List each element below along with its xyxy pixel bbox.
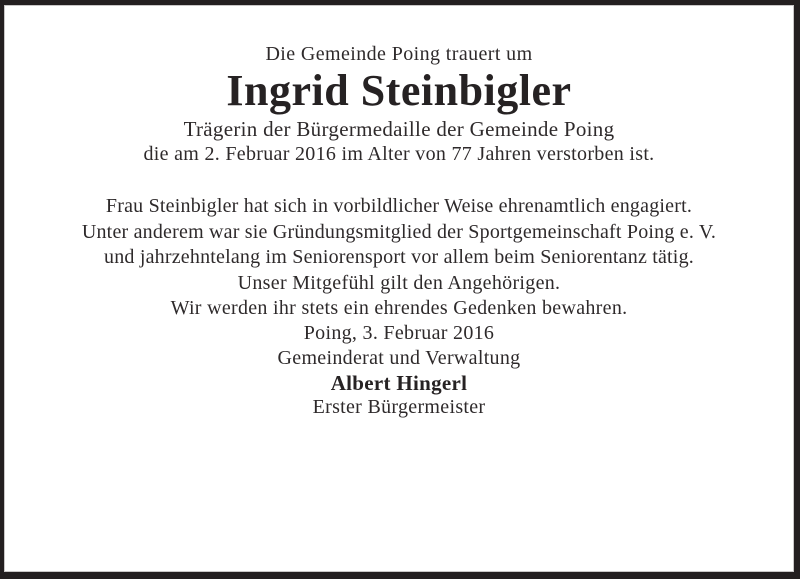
- deceased-name: Ingrid Steinbigler: [226, 66, 572, 115]
- remembrance-line: Wir werden ihr stets ein ehrendes Gedenken bewahren.: [170, 296, 628, 319]
- tribute-line-2: Unter anderem war sie Gründungsmitglied der Sportgemeinschaft Poing e. V.: [81, 220, 717, 243]
- signature-name: Albert Hingerl: [330, 370, 468, 395]
- place-date-line: Poing, 3. Februar 2016: [303, 321, 495, 344]
- signature-organization: Gemeinderat und Verwaltung: [277, 346, 521, 369]
- honor-subtitle: Trägerin der Bürgermedaille der Gemeinde Poing: [183, 117, 615, 141]
- obituary-notice: [5, 6, 793, 571]
- signature-title: Erster Bürgermeister: [312, 395, 486, 418]
- tribute-line-1: Frau Steinbigler hat sich in vorbildlicher Weise ehrenamtlich engagiert.: [105, 195, 693, 217]
- tribute-line-3: und jahrzehntelang im Seniorensport vor allem beim Seniorentanz tätig.: [104, 246, 694, 268]
- death-announcement-line: die am 2. Februar 2016 im Alter von 77 Jahren verstorben ist.: [143, 143, 655, 165]
- intro-line: Die Gemeinde Poing trauert um: [265, 43, 533, 65]
- condolence-line: Unser Mitgefühl gilt den Angehörigen.: [237, 271, 561, 294]
